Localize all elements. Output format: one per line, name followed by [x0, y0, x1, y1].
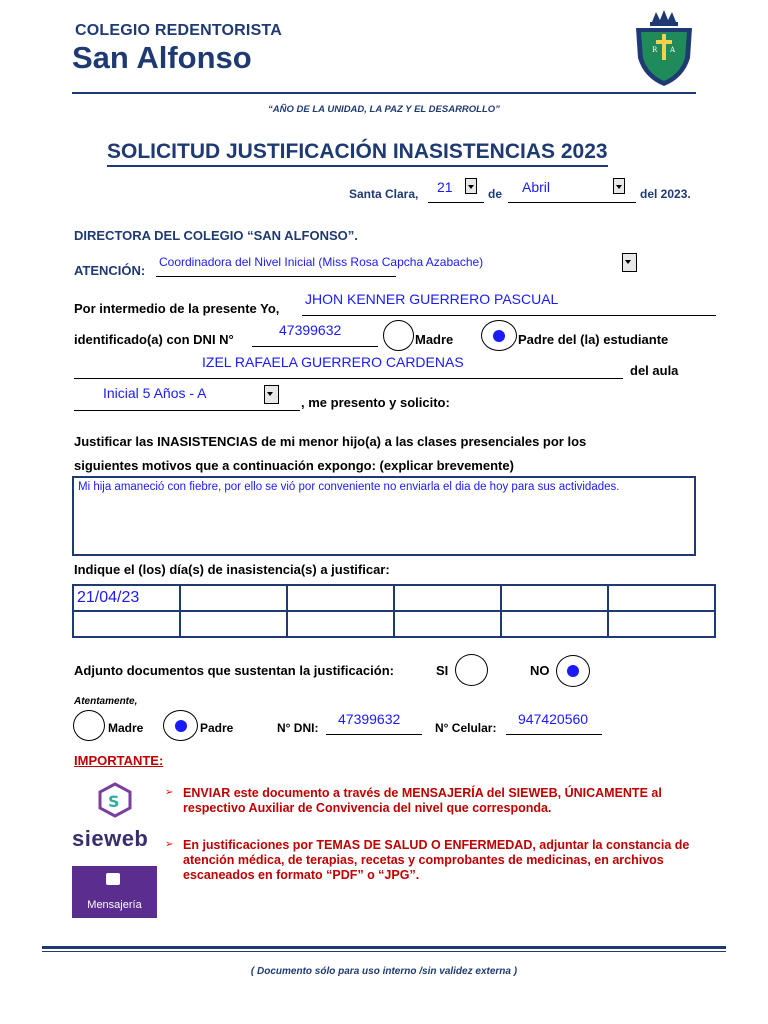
aula-value: Inicial 5 Años - A	[103, 385, 207, 401]
reason-text: Mi hija amaneció con fiebre, por ello se vió por conveniente no enviarla el dia de hoy para sus actividades.	[78, 481, 620, 493]
date-day-value: 21	[437, 179, 453, 195]
sig-madre-label: Madre	[108, 721, 144, 735]
arrow-bullet-icon: ➢	[165, 839, 174, 850]
school-name-line2: San Alfonso	[72, 40, 252, 75]
sig-cel-field[interactable]	[506, 711, 602, 735]
dni-field[interactable]	[252, 324, 378, 347]
parent-name-value: JHON KENNER GUERRERO PASCUAL	[305, 291, 559, 307]
padre-label: Padre del (la) estudiante	[518, 332, 669, 347]
aula-label: del aula	[630, 363, 679, 378]
atencion-field[interactable]	[156, 254, 484, 277]
day-cell[interactable]	[287, 611, 394, 637]
sig-dni-value: 47399632	[338, 711, 401, 727]
aula-field[interactable]	[74, 385, 300, 411]
importante-item2: En justificaciones por TEMAS DE SALUD O ENFERMEDAD, adjuntar la constancia de atención médica, de terapias, recetas y comprobantes de medicinas, en archivos escaneados en formato “PDF” o “JPG”.	[183, 838, 690, 882]
svg-text:A: A	[670, 46, 676, 54]
day-cell[interactable]: 21/04/23	[73, 585, 180, 611]
mensajeria-label: Mensajería	[87, 899, 142, 911]
aula-dropdown-chevron-icon[interactable]	[264, 385, 279, 404]
month-dropdown-chevron-icon[interactable]	[613, 178, 625, 194]
intro-label: Por intermedio de la presente Yo,	[74, 301, 280, 316]
sig-padre-label: Padre	[200, 721, 234, 735]
sieweb-logo-text: sieweb	[72, 826, 149, 851]
justify-line1: Justificar las INASISTENCIAS de mi menor hijo(a) a las clases presenciales por los	[74, 434, 587, 449]
si-label: SI	[436, 663, 449, 678]
addressee: DIRECTORA DEL COLEGIO “SAN ALFONSO”.	[74, 228, 358, 243]
atencion-dropdown-chevron-icon[interactable]	[622, 253, 637, 272]
header-rule	[72, 92, 696, 94]
date-suffix: del 2023.	[640, 187, 691, 201]
days-label: Indique el (los) día(s) de inasistencia(s) a justificar:	[74, 562, 390, 577]
madre-label: Madre	[415, 332, 454, 347]
footer-note: ( Documento sólo para uso interno /sin validez externa )	[250, 966, 518, 977]
importante-label: IMPORTANTE:	[74, 753, 164, 768]
svg-text:S: S	[108, 792, 120, 811]
day-cell[interactable]	[501, 585, 608, 611]
day-cell[interactable]	[73, 611, 180, 637]
justify-line2: siguientes motivos que a continuación expongo: (explicar brevemente)	[74, 458, 514, 473]
presento-label: , me presento y solicito:	[301, 395, 450, 410]
atencion-value: Coordinadora del Nivel Inicial (Miss Rosa Capcha Azabache)	[159, 255, 484, 269]
adjunto-label: Adjunto documentos que sustentan la justificación:	[74, 663, 394, 678]
sig-dni-label: N° DNI:	[277, 721, 319, 735]
table-row	[73, 585, 715, 611]
dni-value: 47399632	[279, 322, 342, 338]
no-label: NO	[530, 663, 550, 678]
madre-radio[interactable]	[383, 320, 414, 351]
day-dropdown-chevron-icon[interactable]	[465, 178, 477, 194]
date-de: de	[488, 187, 503, 201]
sig-dni-field[interactable]	[326, 711, 422, 735]
atentamente: Atentamente,	[74, 696, 138, 707]
footer-rule-thick	[42, 946, 726, 949]
sig-madre-radio[interactable]	[73, 710, 105, 741]
mensajeria-button	[72, 866, 157, 918]
days-table	[72, 584, 716, 638]
day-cell[interactable]	[394, 585, 501, 611]
arrow-bullet-icon: ➢	[165, 787, 174, 798]
school-name-line1: COLEGIO REDENTORISTA	[75, 22, 282, 39]
date-month-value: Abril	[522, 179, 551, 195]
student-name-value: IZEL RAFAELA GUERRERO CARDENAS	[202, 354, 464, 370]
atencion-label: ATENCIÓN:	[74, 263, 146, 278]
sig-cel-label: N° Celular:	[435, 721, 497, 735]
document-title: SOLICITUD JUSTIFICACIÓN INASISTENCIAS 2023	[107, 139, 608, 167]
day-cell[interactable]	[394, 611, 501, 637]
footer-rule-thin	[42, 951, 726, 952]
date-month-field[interactable]	[508, 179, 636, 203]
student-name-field[interactable]	[74, 356, 623, 379]
reason-textarea[interactable]	[72, 476, 696, 556]
year-motto: “AÑO DE LA UNIDAD, LA PAZ Y EL DESARROLLO”	[268, 104, 500, 115]
date-prefix: Santa Clara,	[349, 187, 419, 201]
day-cell[interactable]	[180, 585, 287, 611]
day-cell[interactable]	[608, 585, 715, 611]
sieweb-logo	[72, 780, 158, 856]
day-cell[interactable]	[287, 585, 394, 611]
si-radio[interactable]	[455, 654, 488, 686]
no-radio[interactable]	[556, 655, 590, 687]
day-cell[interactable]	[501, 611, 608, 637]
date-day-field[interactable]	[428, 179, 484, 203]
day-cell[interactable]	[180, 611, 287, 637]
sig-cel-value: 947420560	[518, 711, 589, 727]
dni-label: identificado(a) con DNI N°	[74, 332, 234, 347]
day-cell[interactable]	[608, 611, 715, 637]
importante-item1: ENVIAR este documento a través de MENSAJERÍA del SIEWEB, ÚNICAMENTE al respectivo Auxiliar de Convivencia del nivel que corresponda.	[183, 786, 662, 815]
table-row	[73, 611, 715, 637]
padre-radio[interactable]	[481, 320, 517, 351]
svg-text:R: R	[652, 46, 658, 54]
mail-icon	[106, 873, 120, 885]
parent-name-field[interactable]	[302, 293, 716, 316]
sig-padre-radio[interactable]	[163, 710, 198, 741]
school-crest-logo	[632, 8, 696, 88]
